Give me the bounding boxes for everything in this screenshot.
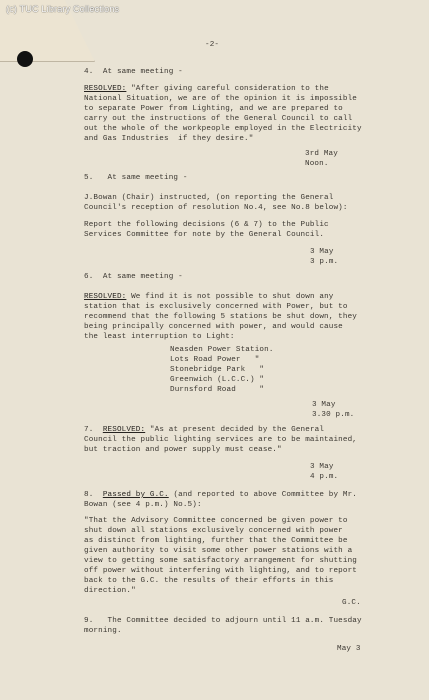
item8-passed-label: Passed by G.C. xyxy=(102,491,169,499)
item6-first-line xyxy=(84,292,333,302)
item8-line-3: given authority to visit some other power stations with a xyxy=(84,547,353,555)
item4-date: 3rd May xyxy=(305,150,338,158)
item4-line-0: "After giving careful consideration to the xyxy=(126,85,329,93)
item8-line-7: direction." xyxy=(84,587,136,595)
item8-intro-rest: (and reported to above Committee by Mr. xyxy=(168,491,358,499)
item6-line-2: recommend that the following 5 stations be shut down, they xyxy=(84,313,358,321)
item8-first-line xyxy=(84,490,357,500)
item7-resolved-label: RESOLVED: xyxy=(102,426,146,434)
item5-date: 3 May xyxy=(310,248,334,256)
item6-time: 3.30 p.m. xyxy=(312,411,355,419)
item4-first-line xyxy=(84,84,329,94)
item8-signoff: G.C. xyxy=(342,599,361,607)
item6-line-0: We find it is not possible to shut down any xyxy=(126,293,334,301)
item8-intro-2: Bowan (see 4 p.m.) No.5): xyxy=(84,501,202,509)
item5-heading: 5. At same meeting - xyxy=(84,174,188,182)
item7-first-line xyxy=(84,425,324,435)
station-item: Lots Road Power " xyxy=(170,356,260,364)
item6-resolved-label: RESOLVED: xyxy=(84,293,127,301)
item6-date: 3 May xyxy=(312,401,336,409)
item9-date: May 3 xyxy=(337,645,361,653)
item9-line-1: morning. xyxy=(84,627,122,635)
item4-heading: 4. At same meeting - xyxy=(84,68,183,76)
item7-line-1: Council the public lighting services are to be maintained, xyxy=(84,436,358,444)
station-item: Greenwich (L.C.C.) " xyxy=(170,376,265,384)
item7-date: 3 May xyxy=(310,463,334,471)
item6-heading: 6. At same meeting - xyxy=(84,273,183,281)
item5-time: 3 p.m. xyxy=(310,258,339,266)
item6-line-3: being principally concerned with power, and would cause xyxy=(84,323,343,331)
item7-time: 4 p.m. xyxy=(310,473,339,481)
item4-line-1: National Situation, we are of the opinion it is impossible xyxy=(84,95,358,103)
item4-resolved-label: RESOLVED: xyxy=(84,85,127,93)
item5-line-0: J.Bowan (Chair) instructed, (on reporting the General xyxy=(84,194,334,202)
station-item: Neasden Power Station. xyxy=(170,346,274,354)
item8-number: 8. xyxy=(84,491,103,499)
item8-line-1: shut down all stations exclusively concerned with power xyxy=(84,527,343,535)
item8-line-6: back to the G.C. the results of their efforts in this xyxy=(84,577,334,585)
item5-line-1: Council's reception of resolution No.4, see No.8 below): xyxy=(84,204,348,212)
item8-line-2: as distinct from lighting, further that the Committee be xyxy=(84,537,348,545)
item4-line-5: and Gas Industries if they desire." xyxy=(84,135,254,143)
item8-line-5: off power without interfering with lighting, and to report xyxy=(84,567,358,575)
item8-line-0: "That the Advisory Committee concerned be given power to xyxy=(84,517,348,525)
item6-line-4: the least interruption to Light: xyxy=(84,333,235,341)
station-item: Durnsford Road " xyxy=(170,386,265,394)
collection-credit: (c) TUC Library Collections xyxy=(6,4,120,14)
page-number: -2- xyxy=(205,41,220,49)
item9-line-0: 9. The Committee decided to adjourn until 11 a.m. Tuesday xyxy=(84,617,362,625)
item5-report-line-0: Report the following decisions (6 & 7) to the Public xyxy=(84,221,329,229)
item7-line-2: but traction and power supply must cease." xyxy=(84,446,282,454)
item4-line-2: to separate Power from Lighting, and we are prepared to xyxy=(84,105,343,113)
item8-line-4: view to getting some satisfactory arrangement for shutting xyxy=(84,557,358,565)
station-item: Stonebridge Park " xyxy=(170,366,265,374)
item4-time: Noon. xyxy=(305,160,329,168)
punch-hole xyxy=(17,51,33,67)
item5-report-line-1: Services Committee for note by the General Council. xyxy=(84,231,325,239)
item4-line-3: carry out the instructions of the General Council to call xyxy=(84,115,353,123)
item7-line-0: "As at present decided by the General xyxy=(145,426,325,434)
item6-line-1: station that is exclusively concerned with Power, but to xyxy=(84,303,348,311)
item7-number: 7. xyxy=(84,426,103,434)
item4-line-4: out the whole of the workpeople employed in the Electricity xyxy=(84,125,362,133)
